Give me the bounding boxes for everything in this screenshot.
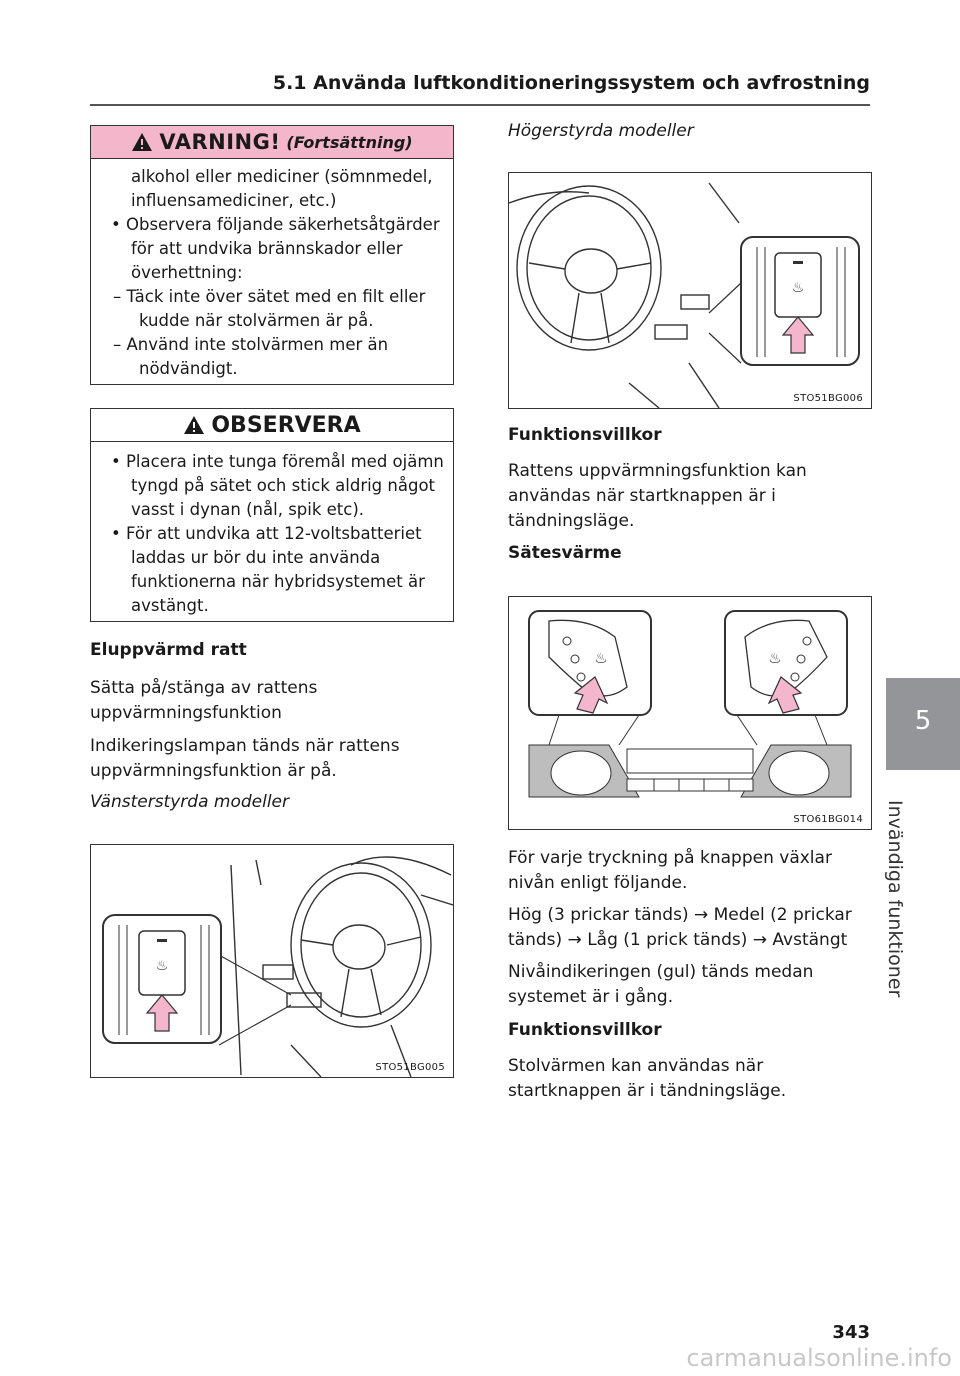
caption-lhd: Vänsterstyrda modeller (90, 792, 289, 812)
paragraph (508, 1054, 786, 1104)
caption-rhd: Högerstyrda modeller (508, 121, 694, 141)
warning-icon (183, 415, 205, 435)
figure-seat-heater-switches (508, 596, 872, 830)
text-line: nivån enligt följande. (508, 873, 688, 893)
watermark: carmanualsonline.info (686, 1344, 952, 1372)
warning-box (90, 125, 454, 385)
text-line: uppvärmningsfunktion (90, 703, 282, 723)
warning-line: överhettning: (131, 263, 243, 282)
section-label: Invändiga funktioner (884, 800, 906, 998)
text-line: tänds) → Låg (1 prick tänds) → Avstängt (508, 930, 848, 950)
figure-code: STO51BG006 (793, 393, 863, 404)
notice-line: avstängt. (131, 596, 209, 615)
text-line: Nivåindikeringen (gul) tänds medan (508, 962, 814, 982)
steering-wheel-illustration (91, 845, 453, 1077)
notice-header (91, 409, 453, 442)
notice-line: laddas ur bör du inte använda (131, 548, 381, 567)
notice-line: vasst i dynan (nål, spik etc). (131, 500, 365, 519)
text-line: uppvärmningsfunktion är på. (90, 761, 337, 781)
paragraph (90, 676, 317, 726)
warning-line: – Använd inte stolvärmen mer än (113, 335, 389, 354)
warning-line: • Observera följande säkerhetsåtgärder (111, 215, 440, 234)
paragraph (508, 846, 832, 896)
svg-text:♨: ♨ (768, 649, 782, 667)
heading-conditions: Funktionsvillkor (508, 1020, 662, 1040)
warning-title: VARNING! (159, 130, 281, 154)
text-line: Stolvärmen kan användas när (508, 1056, 764, 1076)
page-header (90, 70, 870, 106)
text-line: startknappen är i tändningsläge. (508, 1081, 787, 1101)
warning-line: för att undvika brännskador eller (131, 239, 403, 258)
heading-heated-wheel: Eluppvärmd ratt (90, 640, 247, 660)
paragraph (508, 903, 852, 953)
text-line: Hög (3 prickar tänds) → Medel (2 prickar (508, 905, 852, 925)
warning-line: kudde när stolvärmen är på. (139, 311, 374, 330)
page-number: 343 (832, 1322, 870, 1343)
warning-icon (131, 132, 153, 152)
text-line: systemet är i gång. (508, 987, 674, 1007)
text-line: Rattens uppvärmningsfunktion kan (508, 461, 807, 481)
steering-wheel-illustration (509, 173, 871, 408)
text-line: Indikeringslampan tänds när rattens (90, 736, 400, 756)
warning-line: nödvändigt. (139, 359, 238, 378)
notice-line: • Placera inte tunga föremål med ojämn (111, 452, 444, 471)
paragraph (90, 734, 400, 784)
text-line: Sätta på/stänga av rattens (90, 678, 318, 698)
notice-title: OBSERVERA (211, 412, 361, 438)
paragraph (508, 960, 813, 1010)
heading-seat-heating: Sätesvärme (508, 543, 622, 563)
section-number: 5 (914, 706, 932, 736)
figure-code: STO61BG014 (793, 814, 863, 825)
section-title: 5.1 Använda luftkonditioneringssystem och avfrostning (272, 72, 870, 94)
text-line: tändningsläge. (508, 511, 635, 531)
figure-rhd-steering-wheel (508, 172, 872, 409)
text-line: För varje tryckning på knappen växlar (508, 848, 832, 868)
heading-conditions: Funktionsvillkor (508, 425, 662, 445)
warning-line: alkohol eller mediciner (sömnmedel, (131, 167, 433, 186)
notice-line: funktionerna när hybridsystemet är (131, 572, 425, 591)
notice-box (90, 408, 454, 622)
svg-text:♨: ♨ (594, 649, 608, 667)
notice-line: • För att undvika att 12-voltsbatteriet (111, 524, 422, 543)
paragraph (508, 459, 807, 534)
svg-text:♨: ♨ (155, 958, 169, 974)
figure-code: STO51BG005 (375, 1062, 445, 1073)
notice-line: tyngd på sätet och stick aldrig något (131, 476, 436, 495)
figure-lhd-steering-wheel (90, 844, 454, 1078)
text-line: användas när startknappen är i (508, 486, 776, 506)
warning-line: – Täck inte över sätet med en filt eller (113, 287, 426, 306)
seat-heater-illustration (509, 597, 871, 829)
warning-line: influensamediciner, etc.) (131, 191, 337, 210)
section-label-container (884, 800, 924, 1000)
svg-text:♨: ♨ (791, 280, 805, 296)
warning-subtitle: (Fortsättning) (286, 132, 413, 152)
section-tab (886, 678, 960, 770)
warning-header (91, 126, 453, 159)
